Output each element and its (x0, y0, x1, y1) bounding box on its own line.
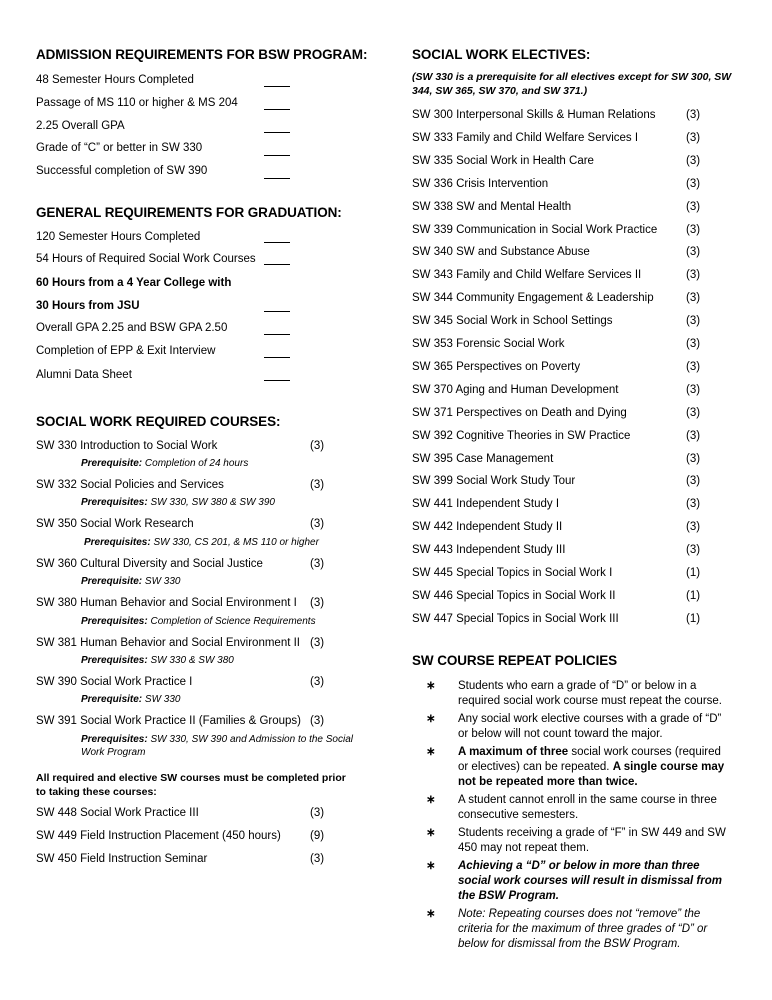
required-note: All required and elective SW courses must be completed prior to taking these courses: (36, 772, 346, 798)
course-credits: (3) (310, 558, 325, 570)
elective-course-name: SW 300 Interpersonal Skills & Human Relations (412, 109, 656, 121)
course-name: SW 449 Field Instruction Placement (450 hours) (36, 830, 281, 842)
elective-course-credits: (3) (686, 224, 701, 236)
list-item: ∗ A maximum of three social work courses (required or electives) can be repeated. A single course may not be repeated more than twice. (426, 746, 725, 788)
repeat-policy-list (426, 679, 734, 955)
list-item: ∗ Note: Repeating courses does not “remove” the criteria for the maximum of three grades of “D” or below for dismissal from the BSW Program. (426, 908, 708, 950)
elective-course-credits: (3) (686, 132, 701, 144)
elective-course-credits: (3) (686, 475, 701, 487)
elective-course-credits: (3) (686, 201, 701, 213)
graduation-item: 120 Semester Hours Completed (36, 231, 201, 243)
admission-item: 48 Semester Hours Completed (36, 74, 194, 86)
graduation-item: Overall GPA 2.25 and BSW GPA 2.50 (36, 322, 228, 334)
graduation-item: Completion of EPP & Exit Interview (36, 345, 216, 357)
prerequisite: Prerequisites: SW 330, SW 390 and Admission to the Social Work Program (81, 734, 353, 758)
course-credits: (3) (310, 518, 325, 530)
elective-course-name: SW 353 Forensic Social Work (412, 338, 565, 350)
elective-course-credits: (3) (686, 338, 701, 350)
checkbox-blank (264, 264, 290, 265)
electives-heading: SOCIAL WORK ELECTIVES: (412, 47, 591, 62)
graduation-item: 54 Hours of Required Social Work Courses (36, 253, 256, 265)
checkbox-blank (264, 109, 290, 110)
course-name: SW 450 Field Instruction Seminar (36, 853, 208, 865)
checkbox-blank (264, 334, 290, 335)
admission-item: Grade of “C” or better in SW 330 (36, 142, 203, 154)
course-credits: (3) (310, 479, 325, 491)
course-credits: (3) (310, 597, 325, 609)
elective-course-name: SW 392 Cognitive Theories in SW Practice (412, 430, 631, 442)
elective-course-credits: (3) (686, 246, 701, 258)
list-item: ∗ A student cannot enroll in the same course in three consecutive semesters. (426, 794, 717, 821)
checkbox-blank (264, 132, 290, 133)
list-item: ∗ Students who earn a grade of “D” or below in a required social work course must repeat the course. (426, 680, 722, 707)
required-heading: SOCIAL WORK REQUIRED COURSES: (36, 414, 281, 429)
elective-course-name: SW 335 Social Work in Health Care (412, 155, 594, 167)
elective-course-name: SW 344 Community Engagement & Leadership (412, 292, 654, 304)
admission-item: Passage of MS 110 or higher & MS 204 (36, 97, 238, 109)
elective-course-name: SW 343 Family and Child Welfare Services II (412, 269, 642, 281)
elective-course-credits: (3) (686, 498, 701, 510)
graduation-item: 30 Hours from JSU (36, 300, 140, 312)
course-credits: (3) (310, 715, 325, 727)
prerequisite: Prerequisite: SW 330 (81, 694, 181, 705)
elective-course-credits: (3) (686, 155, 701, 167)
prerequisite: Prerequisites: SW 330 & SW 380 (81, 655, 234, 666)
prerequisite: Prerequisite: Completion of 24 hours (81, 458, 249, 469)
checkbox-blank (264, 242, 290, 243)
course-name: SW 381 Human Behavior and Social Environment II (36, 637, 300, 649)
course-name: SW 360 Cultural Diversity and Social Justice (36, 558, 263, 570)
elective-course-credits: (3) (686, 384, 701, 396)
graduation-heading: GENERAL REQUIREMENTS FOR GRADUATION: (36, 205, 342, 220)
elective-course-credits: (3) (686, 292, 701, 304)
electives-note: (SW 330 is a prerequisite for all electives except for SW 300, SW 344, SW 365, SW 370, and SW 371.) (412, 71, 732, 97)
list-item: ∗ Any social work elective courses with a grade of “D” or below will not count toward the major. (426, 713, 722, 740)
elective-course-credits: (3) (686, 109, 701, 121)
elective-course-name: SW 442 Independent Study II (412, 521, 563, 533)
elective-course-name: SW 443 Independent Study III (412, 544, 566, 556)
elective-course-credits: (3) (686, 407, 701, 419)
graduation-item: Alumni Data Sheet (36, 369, 132, 381)
elective-course-credits: (3) (686, 269, 701, 281)
course-name: SW 380 Human Behavior and Social Environment I (36, 597, 297, 609)
checkbox-blank (264, 155, 290, 156)
prerequisite: Prerequisite: SW 330 (81, 576, 181, 587)
course-credits: (3) (310, 853, 325, 865)
elective-course-credits: (3) (686, 361, 701, 373)
elective-course-credits: (3) (686, 430, 701, 442)
course-name: SW 391 Social Work Practice II (Families & Groups) (36, 715, 301, 727)
admission-item: Successful completion of SW 390 (36, 165, 208, 177)
elective-course-name: SW 395 Case Management (412, 453, 554, 465)
elective-course-credits: (1) (686, 590, 701, 602)
elective-course-name: SW 447 Special Topics in Social Work III (412, 613, 619, 625)
repeat-heading: SW COURSE REPEAT POLICIES (412, 653, 618, 668)
admission-heading: ADMISSION REQUIREMENTS FOR BSW PROGRAM: (36, 47, 368, 62)
course-name: SW 350 Social Work Research (36, 518, 194, 530)
elective-course-name: SW 365 Perspectives on Poverty (412, 361, 581, 373)
graduation-item: 60 Hours from a 4 Year College with (36, 277, 232, 289)
elective-course-name: SW 345 Social Work in School Settings (412, 315, 613, 327)
prerequisite: Prerequisites: Completion of Science Requirements (81, 616, 316, 627)
elective-course-name: SW 441 Independent Study I (412, 498, 560, 510)
course-credits: (9) (310, 830, 325, 842)
elective-course-name: SW 445 Special Topics in Social Work I (412, 567, 613, 579)
checkbox-blank (264, 380, 290, 381)
course-name: SW 330 Introduction to Social Work (36, 440, 218, 452)
elective-course-name: SW 340 SW and Substance Abuse (412, 246, 590, 258)
elective-course-credits: (3) (686, 521, 701, 533)
elective-course-credits: (1) (686, 613, 701, 625)
elective-course-name: SW 333 Family and Child Welfare Services I (412, 132, 639, 144)
elective-course-credits: (3) (686, 544, 701, 556)
elective-course-credits: (1) (686, 567, 701, 579)
elective-course-credits: (3) (686, 178, 701, 190)
checkbox-blank (264, 357, 290, 358)
checkbox-blank (264, 311, 290, 312)
course-credits: (3) (310, 440, 325, 452)
list-item: ∗ Achieving a “D” or below in more than three social work courses will result in dismissal from the BSW Program. (426, 860, 722, 902)
elective-course-name: SW 339 Communication in Social Work Practice (412, 224, 658, 236)
course-credits: (3) (310, 807, 325, 819)
elective-course-name: SW 336 Crisis Intervention (412, 178, 549, 190)
elective-course-name: SW 338 SW and Mental Health (412, 201, 572, 213)
course-name: SW 332 Social Policies and Services (36, 479, 224, 491)
course-name: SW 390 Social Work Practice I (36, 676, 193, 688)
list-item: ∗ Students receiving a grade of “F” in SW 449 and SW 450 may not repeat them. (426, 827, 726, 854)
checkbox-blank (264, 178, 290, 179)
prerequisite: Prerequisites: SW 330, CS 201, & MS 110 or higher (84, 537, 319, 548)
course-name: SW 448 Social Work Practice III (36, 807, 199, 819)
elective-course-name: SW 370 Aging and Human Development (412, 384, 619, 396)
elective-course-name: SW 399 Social Work Study Tour (412, 475, 576, 487)
course-credits: (3) (310, 637, 325, 649)
checkbox-blank (264, 86, 290, 87)
elective-course-name: SW 371 Perspectives on Death and Dying (412, 407, 627, 419)
elective-course-credits: (3) (686, 315, 701, 327)
elective-course-credits: (3) (686, 453, 701, 465)
prerequisite: Prerequisites: SW 330, SW 380 & SW 390 (81, 497, 275, 508)
elective-course-name: SW 446 Special Topics in Social Work II (412, 590, 616, 602)
admission-item: 2.25 Overall GPA (36, 120, 125, 132)
course-credits: (3) (310, 676, 325, 688)
